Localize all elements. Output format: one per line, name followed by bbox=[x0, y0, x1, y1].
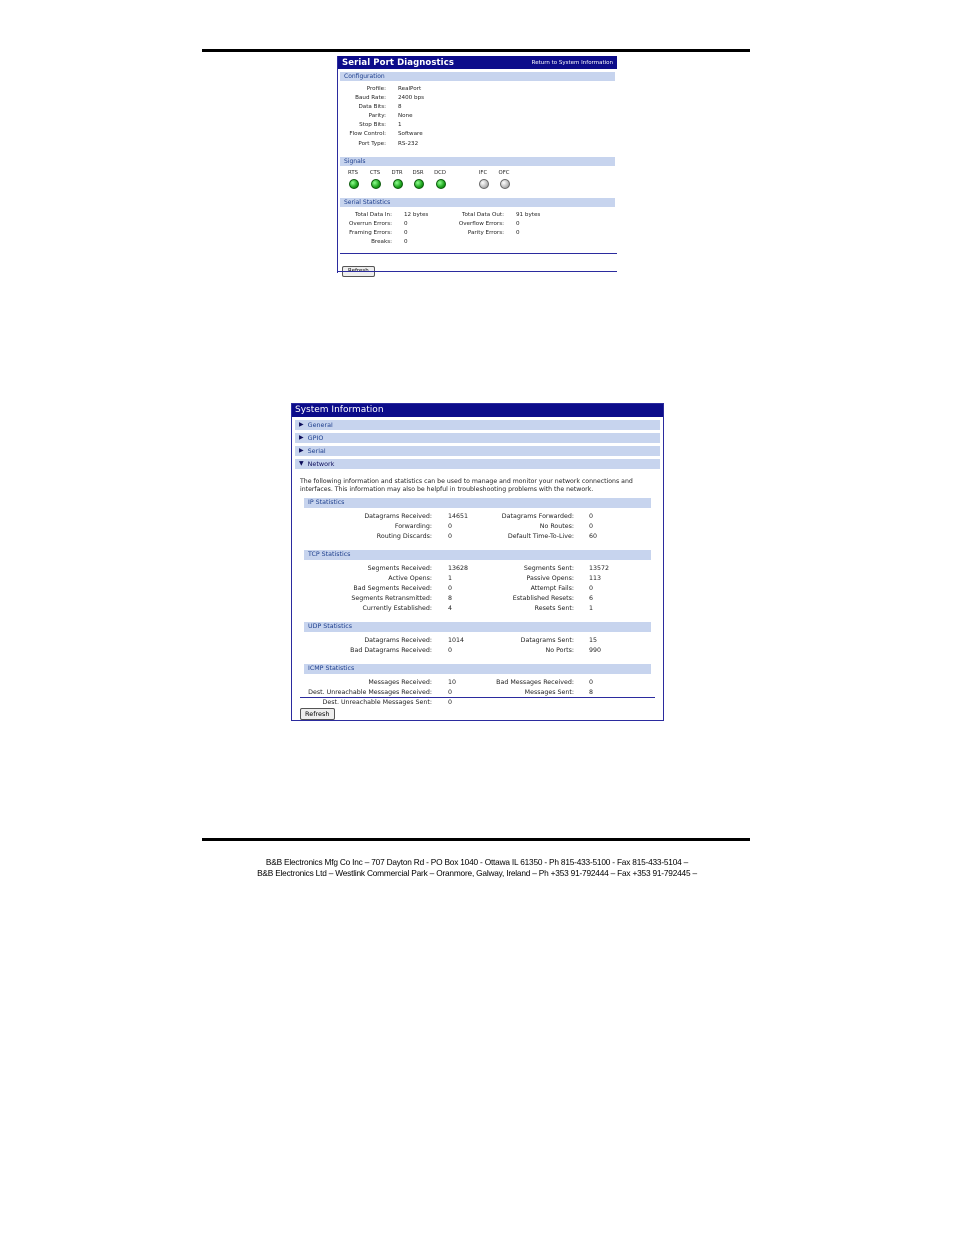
serial-diagnostics-panel bbox=[337, 56, 617, 273]
serial-stat-value: 12 bytes bbox=[404, 212, 429, 218]
signal-led-dtr-icon bbox=[393, 179, 403, 189]
stat-label: Forwarding: bbox=[394, 523, 432, 531]
serial-stat-value: 0 bbox=[404, 221, 408, 228]
serial-stat-label: Total Data In: bbox=[354, 212, 392, 218]
stat-value: 0 bbox=[448, 585, 453, 593]
stat-label: Datagrams Sent: bbox=[520, 637, 574, 645]
stat-label: Segments Sent: bbox=[523, 565, 574, 573]
stat-row bbox=[292, 564, 663, 574]
config-row bbox=[338, 140, 617, 149]
stat-label: Bad Datagrams Received: bbox=[350, 647, 432, 655]
serial-stat-value: 91 bytes bbox=[516, 212, 541, 218]
stat-label: Datagrams Forwarded: bbox=[501, 513, 574, 521]
stat-value: 13572 bbox=[589, 565, 610, 573]
signal-label-cts: CTS bbox=[369, 170, 381, 176]
section-stats-grid bbox=[292, 674, 663, 716]
serial-stat-value: 0 bbox=[516, 221, 520, 228]
stat-row bbox=[292, 646, 663, 656]
stat-label: No Ports: bbox=[545, 647, 574, 655]
config-label: Parity: bbox=[368, 113, 386, 120]
config-label: Baud Rate: bbox=[355, 95, 386, 102]
nav-item-network[interactable] bbox=[295, 459, 660, 469]
caret-right-icon: ▶ bbox=[299, 447, 304, 454]
system-information-panel bbox=[291, 403, 664, 721]
return-to-system-information-link[interactable]: Return to System Information bbox=[531, 59, 613, 66]
section-header-udp-statistics: UDP Statistics bbox=[304, 622, 651, 632]
serial-stat-row bbox=[450, 211, 610, 220]
nav-item-serial[interactable] bbox=[295, 446, 660, 456]
stat-value: 6 bbox=[589, 595, 594, 603]
serial-stat-value: 0 bbox=[516, 230, 520, 237]
stat-value: 1014 bbox=[448, 637, 465, 645]
stat-value: 0 bbox=[448, 699, 453, 707]
stat-row bbox=[292, 522, 663, 532]
config-value: 2400 bps bbox=[398, 95, 425, 102]
stat-label: Active Opens: bbox=[388, 575, 432, 583]
config-label: Flow Control: bbox=[349, 131, 386, 138]
serial-statistics-right bbox=[450, 211, 610, 238]
nav-item-label: General bbox=[307, 421, 333, 429]
config-row bbox=[338, 85, 617, 94]
stat-label: Attempt Fails: bbox=[530, 585, 574, 593]
config-label: Profile: bbox=[366, 86, 386, 92]
stat-row bbox=[292, 594, 663, 604]
config-value: None bbox=[398, 113, 413, 120]
config-value: RS-232 bbox=[398, 140, 419, 147]
serial-stat-value: 0 bbox=[404, 239, 408, 246]
serial-stat-label: Parity Errors: bbox=[467, 230, 504, 237]
serial-stat-label: Breaks: bbox=[371, 239, 392, 246]
caret-down-icon: ▼ bbox=[299, 460, 304, 467]
stat-row bbox=[292, 512, 663, 522]
nav-item-gpio[interactable] bbox=[295, 433, 660, 443]
stat-row bbox=[292, 584, 663, 594]
stat-label: Passive Opens: bbox=[526, 575, 574, 583]
stat-value: 1 bbox=[448, 575, 453, 583]
footer-line-1: B&B Electronics Mfg Co Inc – 707 Dayton Rd - PO Box 1040 - Ottawa IL 61350 - Ph 815-433-5100 - Fax 815-433-5104 – bbox=[265, 857, 689, 867]
nav-item-label: Serial bbox=[307, 447, 326, 455]
signal-label-rts: RTS bbox=[348, 170, 358, 176]
caret-right-icon: ▶ bbox=[299, 434, 304, 441]
system-panel-divider bbox=[300, 697, 655, 698]
stat-row bbox=[292, 636, 663, 646]
serial-stat-label: Overflow Errors: bbox=[458, 221, 504, 228]
stat-label: Dest. Unreachable Messages Sent: bbox=[322, 699, 432, 707]
stat-value: 4 bbox=[448, 605, 453, 613]
stat-label: Segments Retransmitted: bbox=[351, 595, 432, 603]
stat-row bbox=[292, 574, 663, 584]
stat-value: 0 bbox=[589, 513, 594, 521]
section-header-icmp-statistics: ICMP Statistics bbox=[304, 664, 651, 674]
serial-panel-divider bbox=[340, 253, 617, 254]
section-stats-grid bbox=[292, 508, 663, 550]
stat-label: Routing Discards: bbox=[376, 533, 432, 541]
stat-value: 10 bbox=[448, 679, 457, 687]
system-refresh-button[interactable]: Refresh bbox=[300, 708, 335, 720]
serial-statistics-section-header: Serial Statistics bbox=[340, 198, 615, 207]
config-value: Software bbox=[398, 131, 423, 138]
stat-value: 0 bbox=[448, 689, 453, 697]
stat-value: 0 bbox=[589, 585, 594, 593]
stat-value: 0 bbox=[589, 679, 594, 687]
stat-value: 8 bbox=[448, 595, 453, 603]
serial-stat-row bbox=[338, 238, 478, 247]
serial-stat-row bbox=[450, 220, 610, 229]
signal-led-dcd-icon bbox=[436, 179, 446, 189]
config-value: 1 bbox=[398, 122, 402, 129]
section-header-tcp-statistics: TCP Statistics bbox=[304, 550, 651, 560]
signals-area bbox=[338, 170, 614, 196]
stat-label: Segments Received: bbox=[367, 565, 432, 573]
config-row bbox=[338, 130, 617, 139]
config-label: Stop Bits: bbox=[359, 122, 386, 129]
stat-value: 1 bbox=[589, 605, 594, 613]
serial-stat-label: Overrun Errors: bbox=[349, 221, 392, 228]
serial-stat-label: Framing Errors: bbox=[349, 230, 392, 237]
stat-value: 113 bbox=[589, 575, 602, 583]
system-information-title: System Information bbox=[292, 404, 663, 417]
config-row bbox=[338, 112, 617, 121]
stat-value: 0 bbox=[448, 523, 453, 531]
top-rule bbox=[202, 49, 750, 52]
signals-section-header: Signals bbox=[340, 157, 615, 166]
config-label: Data Bits: bbox=[358, 104, 386, 111]
stat-label: Established Resets: bbox=[512, 595, 574, 603]
stat-value: 15 bbox=[589, 637, 598, 645]
signal-led-cts-icon bbox=[371, 179, 381, 189]
signal-label-dtr: DTR bbox=[391, 170, 403, 176]
signal-led-dsr-icon bbox=[414, 179, 424, 189]
stat-label: Currently Established: bbox=[362, 605, 432, 613]
stat-value: 8 bbox=[589, 689, 594, 697]
stat-label: Dest. Unreachable Messages Received: bbox=[308, 689, 432, 697]
section-stats-grid bbox=[292, 560, 663, 622]
stat-value: 0 bbox=[589, 523, 594, 531]
stat-label: Bad Segments Received: bbox=[353, 585, 432, 593]
signal-label-dsr: DSR bbox=[412, 170, 424, 176]
stat-label: Messages Received: bbox=[368, 679, 432, 687]
configuration-section-header: Configuration bbox=[340, 72, 615, 81]
stat-label: Datagrams Received: bbox=[364, 637, 432, 645]
config-row bbox=[338, 121, 617, 130]
signal-label-ifc: IFC bbox=[478, 170, 488, 176]
system-information-nav bbox=[292, 420, 663, 469]
config-label: Port Type: bbox=[358, 140, 386, 147]
stat-label: Default Time-To-Live: bbox=[507, 533, 574, 541]
caret-right-icon: ▶ bbox=[299, 421, 304, 428]
stat-value: 13628 bbox=[448, 565, 469, 573]
signal-label-ofc: OFC bbox=[498, 170, 510, 176]
signal-led-ofc-icon bbox=[500, 179, 510, 189]
nav-item-label: Network bbox=[307, 460, 335, 468]
signal-led-rts-icon bbox=[349, 179, 359, 189]
nav-item-label: GPIO bbox=[307, 434, 324, 442]
network-intro-text: The following information and statistics can be used to manage and monitor your network connections and interfaces. This information may also be helpful in troubleshooting problems with the network. bbox=[300, 478, 633, 494]
serial-stat-value: 0 bbox=[404, 230, 408, 237]
serial-diagnostics-title: Serial Port Diagnostics bbox=[342, 57, 454, 68]
section-stats-grid bbox=[292, 632, 663, 664]
stat-value: 14651 bbox=[448, 513, 469, 521]
config-row bbox=[338, 94, 617, 103]
stat-value: 990 bbox=[589, 647, 602, 655]
signal-label-dcd: DCD bbox=[434, 170, 446, 176]
section-header-ip-statistics: IP Statistics bbox=[304, 498, 651, 508]
nav-item-general[interactable] bbox=[295, 420, 660, 430]
stat-label: Resets Sent: bbox=[534, 605, 574, 613]
stat-label: Bad Messages Received: bbox=[496, 679, 574, 687]
serial-stat-label: Total Data Out: bbox=[461, 212, 504, 218]
stat-value: 0 bbox=[448, 533, 453, 541]
config-row bbox=[338, 103, 617, 112]
stat-value: 0 bbox=[448, 647, 453, 655]
bottom-rule bbox=[202, 838, 750, 841]
serial-stat-row bbox=[450, 229, 610, 238]
stat-label: No Routes: bbox=[539, 523, 574, 531]
footer-line-2: B&B Electronics Ltd – Westlink Commercial Park – Oranmore, Galway, Ireland – Ph +353 91-792444 – Fax +353 91-792445 – bbox=[257, 868, 697, 878]
stat-label: Datagrams Received: bbox=[364, 513, 432, 521]
network-statistics bbox=[292, 498, 663, 716]
stat-label: Messages Sent: bbox=[524, 689, 574, 697]
serial-panel-bottom-border bbox=[338, 271, 617, 272]
stat-row bbox=[292, 678, 663, 688]
configuration-list bbox=[338, 85, 617, 149]
config-value: 8 bbox=[398, 104, 402, 111]
stat-value: 60 bbox=[589, 533, 598, 541]
config-value: RealPort bbox=[398, 86, 422, 92]
stat-row bbox=[292, 698, 663, 708]
stat-row bbox=[292, 532, 663, 542]
stat-row bbox=[292, 604, 663, 614]
serial-diagnostics-titlebar bbox=[338, 56, 617, 69]
signal-led-ifc-icon bbox=[479, 179, 489, 189]
